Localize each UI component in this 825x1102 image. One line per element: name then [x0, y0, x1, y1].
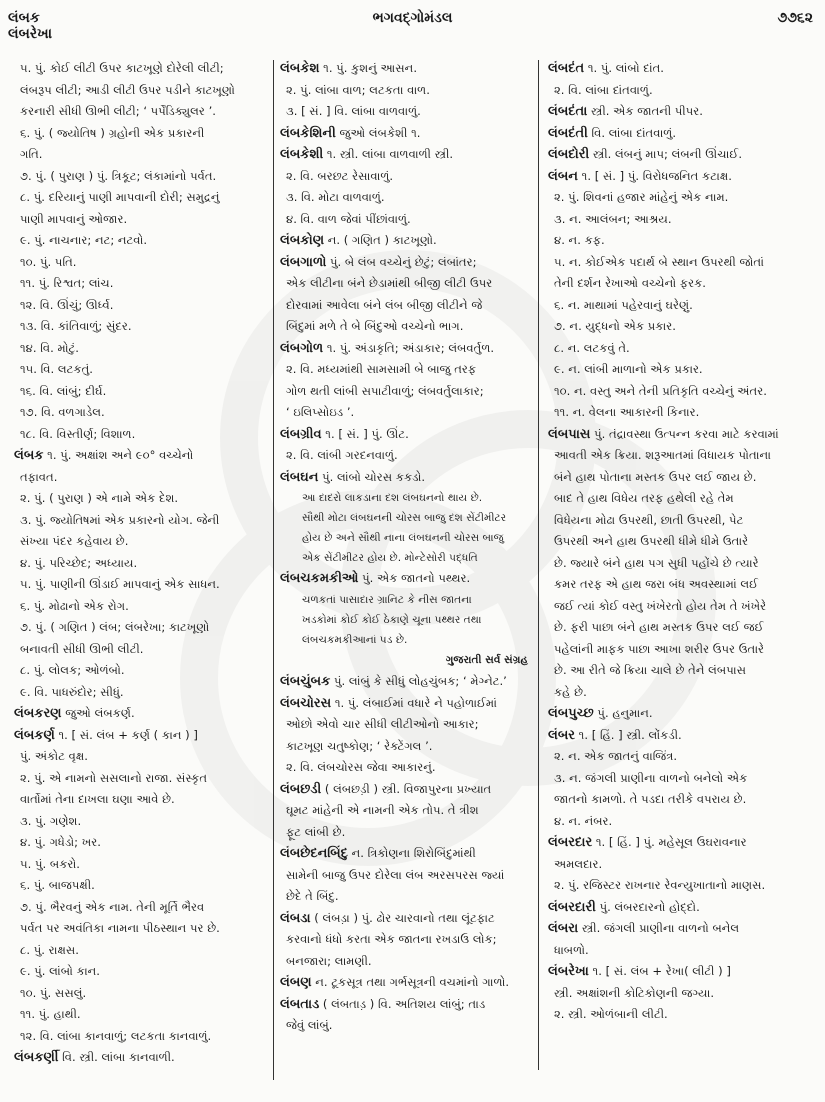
continuation-line: ગતિ.: [20, 147, 43, 161]
continuation-line: સામેની બાજુ ઉપર દોરેલા લંબ અરસપરસ જ્યાં: [286, 867, 505, 882]
sense-line: ૯. વિ. પાધરુંદોર; સીધું.: [20, 684, 124, 699]
sense-line: ૮. ન. લટકવું તે.: [554, 340, 630, 355]
headword-entry: [548, 166, 818, 188]
headword-entry: [280, 972, 534, 994]
definition-text: પું. બે લંબ વચ્ચેનું છેટું; લંબાંતર;: [326, 254, 477, 269]
headword-entry: [280, 230, 534, 252]
sense-line: ૫. ન. કોઈએક પદાર્થ બે સ્થાન ઉપરથી જોતાં: [554, 254, 764, 269]
definition-text: પું. લંબરદારનો હોદ્દો.: [595, 899, 700, 914]
continuation-line: બનાવતી સીધી ઊભી લીટી.: [20, 641, 144, 656]
headword-entry: [280, 843, 534, 865]
continuation-line: લંબરૂપ લીટી; આડી લીટી ઉપર પડીને કાટખૂણો: [20, 82, 235, 97]
quotation-line: હોય છે અને સૌથી નાના લંબઘનની ચોરસ બાજુ: [302, 532, 504, 544]
continuation-line: છે. જ્યારે બંને હાથ પગ સુધી પહોંચે છે ત્યારે: [554, 555, 759, 570]
continuation-line: કમર તરફ એ હાથ જરા બંધ અવસ્થામાં લઈ: [554, 577, 759, 591]
continuation-line: બનજારા; લામણી.: [286, 953, 372, 968]
sense-line: ૨. સ્ત્રી. ઓળંબાની લીટી.: [554, 1007, 668, 1021]
headword: લંબગાળો: [280, 254, 327, 270]
definition-text: ૧. [ સં. લંબ + કર્ણ ( કાન ) ]: [54, 727, 198, 742]
headword-entry: [548, 58, 818, 80]
definition-text: ૧. પું. કુશનું આસન.: [319, 61, 418, 75]
definition-text: જુઓ લંબકેશી ૧.: [335, 125, 421, 140]
headword: લંબરદારી: [548, 899, 596, 915]
definition-text: પું. એક જાતનો પથ્થર.: [358, 571, 471, 585]
headword-entry: [280, 467, 534, 489]
headword-entry: [548, 101, 818, 123]
headword-entry: [548, 961, 818, 983]
quotation-source: ગુજરાતી સર્વ સંગ્રહ: [445, 653, 528, 666]
continuation-line: છે. આ રીતે જે ક્રિયા ચાલે છે તેને લંબપાસ: [554, 663, 746, 677]
sense-line: ૨. વિ. મધ્યમાંથી સામસામી બે બાજુ તરફ: [286, 362, 477, 376]
definition-text: ૧. [ સં. ] પું. વિરોધજનિત કટાક્ષ.: [577, 168, 732, 183]
definition-text: વિ. લાંબા દાંતવાળું.: [587, 125, 677, 140]
sense-line: ૨. વિ. લાંબા દાંતવાળું.: [554, 82, 653, 97]
headword: લંબકરણ: [14, 706, 62, 721]
page-header: [0, 10, 825, 32]
sense-line: ૪. પું. ગધેડો; ખર.: [20, 835, 101, 849]
continuation-line: બાદ તે હાથ વિધેય તરફ હથેલી રહે તેમ: [554, 491, 734, 505]
definition-text: ( લંબતાડ઼ ) વિ. અતિશય લાંબું; તાડ: [319, 996, 486, 1011]
continuation-line: ઉપરથી અને હાથ ઉપરથી ધીમે ધીમે ઉતારે: [554, 534, 749, 548]
sense-line: ૫. પું. બકરો.: [20, 856, 80, 871]
headword-entry: [548, 918, 818, 940]
continuation-line: જઈ ત્યાં કોઈ વસ્તુ ખંખેરતો હોય તેમ તે ખંખેરે: [554, 598, 767, 613]
headword: લંબછડી: [280, 781, 322, 797]
headword: લંબગોળ: [280, 340, 324, 356]
sense-line: ૭. પું. ( ગણિત ) લંબ; લંબરેખા; કાટખૂણો: [20, 620, 210, 634]
headword: લંબદોરી: [548, 147, 590, 162]
sense-line: ૨. વિ. બરછટ રેસાવાળું.: [286, 168, 394, 183]
continuation-line: અમલદાર.: [554, 856, 603, 871]
sense-line: ૨. વિ. લંબચોરસ જેવા આકારનું.: [286, 760, 436, 774]
headword-entry: [548, 144, 818, 166]
continuation-line: ધાબળો.: [554, 942, 589, 957]
headword: લંબકર્ણી: [14, 1050, 59, 1065]
headword: લંબગ્રીવ: [280, 426, 322, 442]
sense-line: ૭. પું. ભૈરવનું એક નામ. તેની મૂર્તિ ભૈરવ: [20, 899, 205, 914]
headword: લંબદંતા: [548, 104, 588, 119]
column-middle: [280, 58, 534, 1088]
dictionary-columns: [0, 58, 825, 1088]
sense-line: ૧૬. વિ. લાંબું; દીર્ઘ.: [20, 383, 107, 398]
continuation-line: પર્વત પર અવંતિકા નામના પીઠસ્થાન પર છે.: [20, 921, 220, 935]
sense-line: ૩. પું. જ્યોતિષમાં એક પ્રકારનો યોગ. જેની: [20, 512, 220, 527]
definition-text: ૧. [ હિં. ] સ્ત્રી. લોંકડી.: [575, 727, 682, 742]
sense-line: ૨. પું. લાંબા વાળ; લટકતા વાળ.: [286, 82, 430, 97]
definition-text: પું. લાંબું કે સીધું લોહચુંબક; ‘ મેગ્નેટ.’: [330, 674, 507, 688]
headword: લંબઘન: [280, 469, 319, 485]
headword: લંબચકમકીઓ: [280, 571, 359, 586]
sense-line: ૪. પું. પરિચ્છેદ; અધ્યાય.: [20, 555, 138, 570]
headword: લંબક: [14, 448, 44, 463]
headword-entry: [280, 779, 534, 801]
continuation-line: સ્ત્રી. અક્ષાંશની કોટિકોણની જગ્યા.: [554, 985, 714, 1000]
definition-text: ૧. [ હિં. ] પું. મહેસૂલ ઉઘરાવનાર: [592, 835, 747, 849]
headword: લંબકેશિની: [280, 125, 336, 141]
continuation-line: ઓછો એવો ચાર સીધી લીટીઓનો આકાર;: [286, 717, 479, 731]
continuation-line: પાણી માપવાનું ઓજાર.: [20, 211, 128, 226]
headword: લંબકેશી: [280, 147, 324, 162]
sense-line: ૫. પું. કોઈ લીટી ઉપર કાટખૂણે દોરેલી લીટી;: [20, 61, 224, 75]
sense-line: ૮. પું. રાક્ષસ.: [20, 942, 79, 957]
page-title: ભગવદ્ગોમંડલ: [372, 10, 453, 26]
headword-entry: [548, 123, 818, 145]
continuation-line: એક લીટીના બંને છેડામાંથી બીજી લીટી ઉપર: [286, 276, 493, 290]
page-number: ૭૭૬૨: [777, 10, 813, 26]
continuation-line: છે. ફરી પાછા બંને હાથ મસ્તક ઉપર લઈ જઈ: [554, 620, 764, 634]
sense-line: ૨. વિ. લાંબી ગરદનવાળું.: [286, 448, 398, 462]
continuation-line: તફાવત.: [20, 469, 58, 484]
continuation-line: જાતનો કામળો. તે પડદા તરીકે વપરાય છે.: [554, 792, 747, 806]
headword: લંબકેશ: [280, 61, 320, 76]
sense-line: ૯. પું. નાચનાર; નટ; નટવો.: [20, 233, 148, 247]
continuation-line: જેવું લાંબું.: [286, 1018, 333, 1032]
definition-text: ( લંબછડ઼ી ) સ્ત્રી. વિજાપુરના પ્રખ્યાત: [321, 781, 492, 796]
sense-line: ૧૫. વિ. લટકતું.: [20, 362, 93, 376]
headword: લંબચોરસ: [280, 695, 332, 711]
sense-line: ૭. પું. ( પુરાણ ) પું. ત્રિકૂટ; લંકામાંનો પર્વત.: [20, 168, 217, 183]
column-right: [548, 58, 818, 1088]
headword: લંબછેદનબિંદુ: [280, 846, 348, 861]
continuation-line: તેની દર્શન રેખાઓ વચ્ચેનો ફરક.: [554, 276, 706, 290]
sense-line: ૧૦. પું. સસલું.: [20, 985, 87, 1000]
headword-entry: [280, 338, 534, 360]
headword-entry: [280, 568, 534, 590]
sense-line: ૯. ન. લાંબી માળાનો એક પ્રકાર.: [554, 362, 703, 376]
sense-line: ૧૦. પું. પતિ.: [20, 254, 77, 269]
headword: લંબરેખા: [548, 964, 589, 979]
definition-text: ન. ( ગણિત ) કાટખૂણો.: [324, 233, 437, 247]
headword-entry: [280, 123, 534, 145]
headword: લંબન: [548, 168, 578, 184]
definition-text: ૧. [ સં. લંબ + રેખા( લીટી ) ]: [588, 964, 731, 978]
continuation-line: કાટખૂણ ચતુષ્કોણ; ‘ રેક્ટેંગલ ’.: [286, 738, 433, 753]
sense-line: ૪. વિ. વાળ જેવાં પીંછાંવાળું.: [286, 211, 411, 226]
continuation-line: ઘૂમટ માંહેની એ નામની એક તોપ. તે ત્રીશ: [286, 803, 479, 817]
quotation-line: લંબચકમકીઆનાં પડ છે.: [302, 633, 408, 646]
continuation-line: કરવાનો ધંધો કરતા એક જાતના રખડાઉ લોક;: [286, 932, 497, 946]
headword: લંબતાડ: [280, 996, 320, 1012]
sense-line: ૧૧. પું. હાથી.: [20, 1007, 81, 1021]
sense-line: ૬. પું. મોઢાનો એક રોગ.: [20, 598, 129, 613]
headword-entry: [280, 994, 534, 1016]
definition-text: સ્ત્રી. જંગલી પ્રાણીના વાળનો બનેલ: [578, 921, 740, 935]
headword: લંબપુચ્છ: [548, 706, 594, 721]
definition-text: ૧. પું. લંબાઈમાં વધારે ને પહોળાઈમાં: [331, 695, 497, 710]
headword: લંબદંત: [548, 61, 585, 76]
sense-line: ૩. ન. જંગલી પ્રાણીના વાળનો બનેલો એક: [554, 770, 748, 785]
headword: લંબર: [548, 727, 575, 743]
continuation-line: પહેલાંની માફક પાછા આખા શરીર ઉપર ઉતારે: [554, 641, 765, 656]
sense-line: ૯. પું. લાંબો કાન.: [20, 964, 100, 978]
sense-line: ૩. વિ. મોટા વાળવાળું.: [286, 190, 385, 204]
sense-line: ૮. પું. દરિયાનું પાણી માપવાની દોરી; સમુદ્રનું: [20, 190, 220, 204]
continuation-line: વિધેયના મોઢા ઉપરથી, છાતી ઉપરથી, પેટ: [554, 512, 744, 527]
definition-text: ન. ત્રિકોણના શિરોબિંદુમાંથી: [347, 846, 476, 860]
sense-line: ૨. પું. રજિસ્ટર રાખનાર રેવન્યુખાતાનો માણસ.: [554, 878, 766, 892]
sense-line: ૩. પું. ગણેશ.: [20, 813, 82, 828]
headword: લંબડા: [280, 910, 311, 926]
sense-line: ૩. [ સં. ] વિ. લાંબા વાળવાળું.: [286, 104, 421, 118]
sense-line: ૬. ન. માથામાં પહેરવાનું ઘરેણું.: [554, 297, 693, 312]
continuation-line: વાર્તોમાં તેના દાખલા ઘણા આવે છે.: [20, 792, 175, 806]
sense-line: ૧૦. ન. વસ્તુ અને તેની પ્રતિકૃતિ વચ્ચેનું અંતર.: [554, 383, 767, 398]
headword-entry: [280, 908, 534, 930]
sense-line: ૪. ન. કફ.: [554, 233, 605, 247]
headword: લંબરદાર: [548, 835, 593, 850]
headword-entry: [548, 725, 818, 747]
headword-entry: [548, 703, 818, 725]
headword: લંબદંતી: [548, 125, 588, 141]
quotation-line: આ દાદરો લાકડાના દશ લંબઘનનો થાય છે.: [302, 492, 483, 504]
continuation-line: ‘ ઇલિપ્સોઇડ ’.: [286, 405, 355, 419]
sense-line: ૧૧. પું. રિશ્વત; લાંચ.: [20, 276, 114, 290]
guide-word-last: લંબરેખા: [8, 26, 53, 42]
headword-entry: [280, 252, 534, 274]
sense-line: ૧૩. વિ. કાંતિવાળું; સુંદર.: [20, 319, 132, 333]
headword-entry: [280, 144, 534, 166]
definition-text: ન. ટૂકસૂત્ર તથા ગર્ભસૂત્રની વચમાંનો ગાળો.: [311, 975, 510, 989]
definition-text: પું. હનુમાન.: [593, 706, 653, 720]
continuation-line: બંને હાથ પોતાના મસ્તક ઉપર લઈ જાય છે.: [554, 469, 757, 484]
headword: લંબકર્ણ: [14, 727, 55, 743]
quotation-line: એક સેંટીમીટર હોય છે. મોન્ટેસોરી પદ્ધતિ: [302, 552, 478, 564]
sense-line: ૨. પું. ( પુરાણ ) એ નામે એક દેશ.: [20, 491, 179, 505]
continuation-line: ગોળ થતી લાંબી સપાટીવાળું; લંબવર્તુલાકાર;: [286, 383, 484, 398]
definition-text: જુઓ લંબકર્ણ.: [61, 706, 135, 720]
definition-text: ( લંબડ઼ા ) પું. ઢોર ચારવાનો તથા લૂંટફાટ: [310, 910, 495, 925]
quotation-line: ચળકતાં પાસાદાર ગ્રાનિટ કે નીસ જાતના: [302, 593, 472, 606]
column-left: [14, 58, 270, 1088]
definition-text: વિ. સ્ત્રી. લાંબા કાનવાળી.: [58, 1050, 175, 1064]
definition-text: ૧. પું. લાંબો દાંત.: [584, 61, 664, 75]
headword: લંબણ: [280, 975, 312, 990]
sense-line: ૧૮. વિ. વિસ્તીર્ણ; વિશાળ.: [20, 426, 136, 441]
definition-text: સ્ત્રી. એક જાતની પીપર.: [587, 104, 703, 118]
definition-text: સ્ત્રી. લંબનું માપ; લંબની ઊંચાઈ.: [589, 147, 743, 161]
headword-entry: [14, 725, 270, 747]
definition-text: ૧. પું. અંડાકૃતિ; અંડાકાર; લંબવર્તુળ.: [323, 340, 495, 355]
sense-line: ૨. પું. એ નામનો સસલાનો રાજા. સંસ્કૃત: [20, 770, 208, 785]
quotation-line: સૌથી મોટા લંબઘનની ચોરસ બાજુ દશ સેંટીમીટર: [302, 512, 507, 524]
headword-entry: [14, 1047, 270, 1069]
sense-line: ૧૭. વિ. વળગાડેલ.: [20, 405, 105, 419]
sense-line: ૧૨. વિ. ઊંચું; ઊર્ધ્વ.: [20, 297, 114, 312]
definition-text: ૧. [ સં. ] પું. ઊંટ.: [321, 426, 409, 441]
sense-line: ૧૧. ન. વેલના આકારની કિનાર.: [554, 405, 700, 419]
headword-entry: [548, 832, 818, 854]
quotation-line: ખડકોમાં કોઈ કોઈ ઠેકાણે ચૂના પથ્થર તથા: [302, 613, 482, 626]
sense-line: ૮. પું. લોલક; ઓળંબો.: [20, 663, 125, 677]
headword-entry: [280, 693, 534, 715]
sense-line: ૩. ન. આલંબન; આશ્રય.: [554, 211, 672, 226]
definition-text: પું. તંદ્રાવસ્થા ઉત્પન્ન કરવા માટે કરવામાં: [590, 426, 779, 441]
continuation-line: દોરવામાં આવેલા બંને લંબ બીજી લીટીને જે: [286, 297, 483, 312]
headword-entry: [548, 897, 818, 919]
headword-entry: [14, 445, 270, 467]
sense-line: ૧૨. વિ. લાંબા કાનવાળું; લટકતા કાનવાળું.: [20, 1028, 212, 1043]
headword-entry: [280, 671, 534, 693]
headword: લંબકોણ: [280, 233, 325, 248]
continuation-line: પું. અંકોટ વૃક્ષ.: [20, 749, 88, 763]
continuation-line: બિંદુમાં મળે તે બે બિંદુઓ વચ્ચેનો ભાગ.: [286, 319, 464, 333]
headword-entry: [280, 58, 534, 80]
definition-text: ૧. સ્ત્રી. લાંબા વાળવાળી સ્ત્રી.: [323, 147, 454, 161]
headword: લંબપાસ: [548, 426, 591, 442]
sense-line: ૫. પું. પાણીની ઊંડાઈ માપવાનું એક સાધન.: [20, 577, 220, 591]
definition-text: પું. લાંબો ચોરસ કકડો.: [318, 469, 426, 484]
sense-line: ૪. ન. નંબર.: [554, 813, 613, 828]
definition-text: ૧. પું. અક્ષાંશ અને ૯૦° વચ્ચેનો: [43, 448, 194, 462]
continuation-line: છેદે તે બિંદુ.: [286, 889, 339, 903]
headword-entry: [548, 424, 818, 446]
headword-entry: [14, 703, 270, 725]
headword: લંબચુંબક: [280, 674, 331, 689]
headword: લંબરા: [548, 921, 579, 936]
guide-word-first: લંબક: [8, 10, 40, 26]
sense-line: ૭. ન. યુદ્ધનો એક પ્રકાર.: [554, 319, 676, 333]
sense-line: ૬. પું. બાજપક્ષી.: [20, 878, 95, 892]
continuation-line: સંખ્યા પંદર કહેવાય છે.: [20, 534, 129, 548]
continuation-line: આવતી એક ક્રિયા. શરૂઆતમાં વિધાયક પોતાના: [554, 448, 771, 462]
sense-line: ૨. પું. શિવનાં હજાર માંહેનું એક નામ.: [554, 190, 729, 204]
sense-line: ૨. ન. એક જાતનું વાજિંત્ર.: [554, 749, 678, 763]
sense-line: ૬. પું. ( જ્યોતિષ ) ગ્રહોની એક પ્રકારની: [20, 125, 205, 140]
sense-line: ૧૪. વિ. મોટું.: [20, 340, 79, 355]
continuation-line: કહે છે.: [554, 684, 587, 699]
continuation-line: ફૂટ લાંબી છે.: [286, 824, 346, 839]
headword-entry: [280, 424, 534, 446]
continuation-line: કરનારી સીધી ઊભી લીટી; ‘ પર્પેંડિક્યુલર ’.: [20, 104, 216, 118]
